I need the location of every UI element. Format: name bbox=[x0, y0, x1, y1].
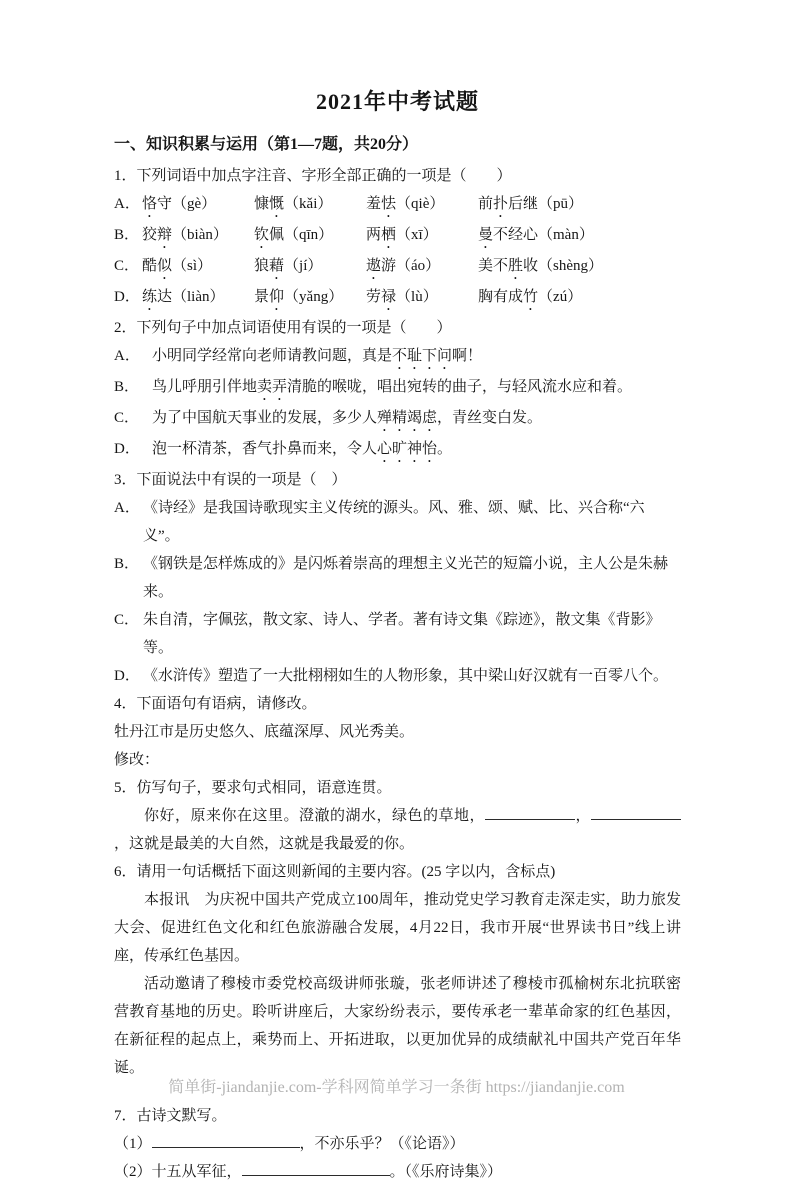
option-row bbox=[114, 404, 681, 435]
option-label: A． bbox=[114, 500, 140, 516]
option-row bbox=[114, 252, 681, 283]
option-label: B． bbox=[114, 379, 140, 395]
option-label: D． bbox=[114, 668, 140, 684]
answer-blank bbox=[152, 1134, 300, 1148]
question-4-stem: 4．下面语句有语病，请修改。 bbox=[114, 696, 317, 712]
option-text: 为了中国航天事业的发展，多少人殚精竭虑，青丝变白发。 bbox=[152, 410, 543, 426]
option-label: A． bbox=[114, 196, 140, 212]
option-term: 曼不经心（màn） bbox=[478, 227, 594, 243]
question-6 bbox=[114, 858, 681, 1082]
option-row bbox=[114, 342, 681, 373]
option-term: 恪守（gè） bbox=[142, 196, 217, 212]
option-term: 两栖（xī） bbox=[366, 227, 438, 243]
sentence-part: （2）十五从军征， bbox=[114, 1164, 242, 1180]
option-term: 前扑后继（pū） bbox=[478, 196, 584, 212]
option-term: 胸有成竹（zú） bbox=[478, 289, 583, 305]
document-title: 2021年中考试题 bbox=[315, 89, 479, 114]
section-heading: 一、知识积累与运用（第1—7题，共20分） bbox=[114, 136, 419, 153]
question-1 bbox=[114, 162, 681, 314]
sentence-part: ，不亦乐乎？（《论语》） bbox=[299, 1136, 465, 1152]
question-2 bbox=[114, 314, 681, 466]
option-term: 狡辩（biàn） bbox=[142, 227, 228, 243]
option-text: 泡一杯清茶，香气扑鼻而来，令人心旷神怡。 bbox=[152, 441, 453, 457]
option-text: 《钢铁是怎样炼成的》是闪烁着崇高的理想主义光芒的短篇小说，主人公是朱赫来。 bbox=[143, 556, 669, 600]
option-text: 鸟儿呼朋引伴地卖弄清脆的喉咙，唱出宛转的曲子，与轻风流水应和着。 bbox=[152, 379, 633, 395]
question-3-stem: 3．下面说法中有误的一项是（ ） bbox=[114, 472, 347, 488]
question-6-stem: 6．请用一句话概括下面这则新闻的主要内容。(25 字以内，含标点) bbox=[114, 864, 556, 880]
option-row bbox=[114, 221, 681, 252]
sentence-part: 。（《乐府诗集》） bbox=[389, 1164, 503, 1180]
option-label: B． bbox=[114, 556, 140, 572]
watermark-footer: 简单街-jiandanjie.com-学科网简单学习一条街 https://jiandanjie.com bbox=[168, 1079, 625, 1096]
question-1-stem: 1．下列词语中加点字注音、字形全部正确的一项是（ ） bbox=[114, 168, 512, 184]
option-label: A． bbox=[114, 348, 140, 364]
option-text: 《水浒传》塑造了一大批栩栩如生的人物形象，其中梁山好汉就有一百零八个。 bbox=[143, 668, 669, 684]
question-3 bbox=[114, 466, 681, 690]
question-4-fix-label: 修改： bbox=[114, 752, 160, 768]
question-7-item-1 bbox=[114, 1130, 681, 1158]
option-term: 劳禄（lù） bbox=[366, 289, 438, 305]
sentence-part: ， bbox=[574, 808, 591, 824]
sentence-part: ，这就是最美的大自然，这就是我最爱的你。 bbox=[114, 836, 415, 852]
option-row bbox=[114, 283, 681, 314]
question-5-body bbox=[114, 802, 681, 858]
question-2-stem: 2．下列句子中加点词语使用有误的一项是（ ） bbox=[114, 320, 452, 336]
option-row bbox=[114, 550, 681, 606]
news-paragraph-1: 本报讯 为庆祝中国共产党成立100周年，推动党史学习教育走深走实，助力旅发大会、促进红色文化和红色旅游融合发展，4月22日，我市开展“世界读书日”线上讲座，传承红色基因。 bbox=[114, 892, 681, 964]
news-paragraph-2: 活动邀请了穆棱市委党校高级讲师张璇，张老师讲述了穆棱市孤榆树东北抗联密营教育基地的历史。聆听讲座后，大家纷纷表示，要传承老一辈革命家的红色基因，在新征程的起点上，乘势而上、开拓进取，以更加优异的成绩献礼中国共产党百年华诞。 bbox=[114, 976, 681, 1076]
sentence-part: （1） bbox=[114, 1136, 152, 1152]
option-text: 小明同学经常向老师请教问题，真是不耻下问啊！ bbox=[152, 348, 483, 364]
question-7-item-2 bbox=[114, 1158, 681, 1186]
option-row bbox=[114, 662, 681, 690]
question-5 bbox=[114, 774, 681, 858]
option-row bbox=[114, 494, 681, 550]
option-term: 美不胜收（shèng） bbox=[478, 258, 604, 274]
question-5-stem: 5．仿写句子，要求句式相同，语意连贯。 bbox=[114, 780, 392, 796]
question-4 bbox=[114, 690, 681, 774]
option-term: 狼藉（jí） bbox=[254, 258, 323, 274]
option-label: C． bbox=[114, 612, 140, 628]
option-label: D． bbox=[114, 441, 140, 457]
option-term: 酷似（sì） bbox=[142, 258, 213, 274]
option-label: C． bbox=[114, 258, 140, 274]
option-term: 景仰（yǎng） bbox=[254, 289, 344, 305]
option-term: 钦佩（qīn） bbox=[254, 227, 334, 243]
answer-blank bbox=[242, 1162, 390, 1176]
option-text: 朱自清，字佩弦，散文家、诗人、学者。著有诗文集《踪迹》，散文集《背影》等。 bbox=[143, 612, 661, 656]
answer-blank bbox=[591, 806, 681, 820]
option-term: 羞怯（qiè） bbox=[366, 196, 445, 212]
question-4-sentence: 牡丹江市是历史悠久、底蕴深厚、风光秀美。 bbox=[114, 724, 415, 740]
option-row bbox=[114, 373, 681, 404]
option-row bbox=[114, 190, 681, 221]
option-label: B． bbox=[114, 227, 140, 243]
option-term: 慷慨（kǎi） bbox=[254, 196, 333, 212]
option-term: 遨游（áo） bbox=[366, 258, 441, 274]
option-term: 练达（liàn） bbox=[142, 289, 225, 305]
option-label: D． bbox=[114, 289, 140, 305]
question-7-stem: 7．古诗文默写。 bbox=[114, 1108, 227, 1124]
answer-blank bbox=[485, 806, 575, 820]
option-text: 《诗经》是我国诗歌现实主义传统的源头。风、雅、颂、赋、比、兴合称“六义”。 bbox=[143, 500, 645, 544]
option-row bbox=[114, 435, 681, 466]
option-row bbox=[114, 606, 681, 662]
option-label: C． bbox=[114, 410, 140, 426]
question-7 bbox=[114, 1102, 681, 1186]
sentence-part: 你好，原来你在这里。澄澈的湖水，绿色的草地， bbox=[144, 808, 485, 824]
